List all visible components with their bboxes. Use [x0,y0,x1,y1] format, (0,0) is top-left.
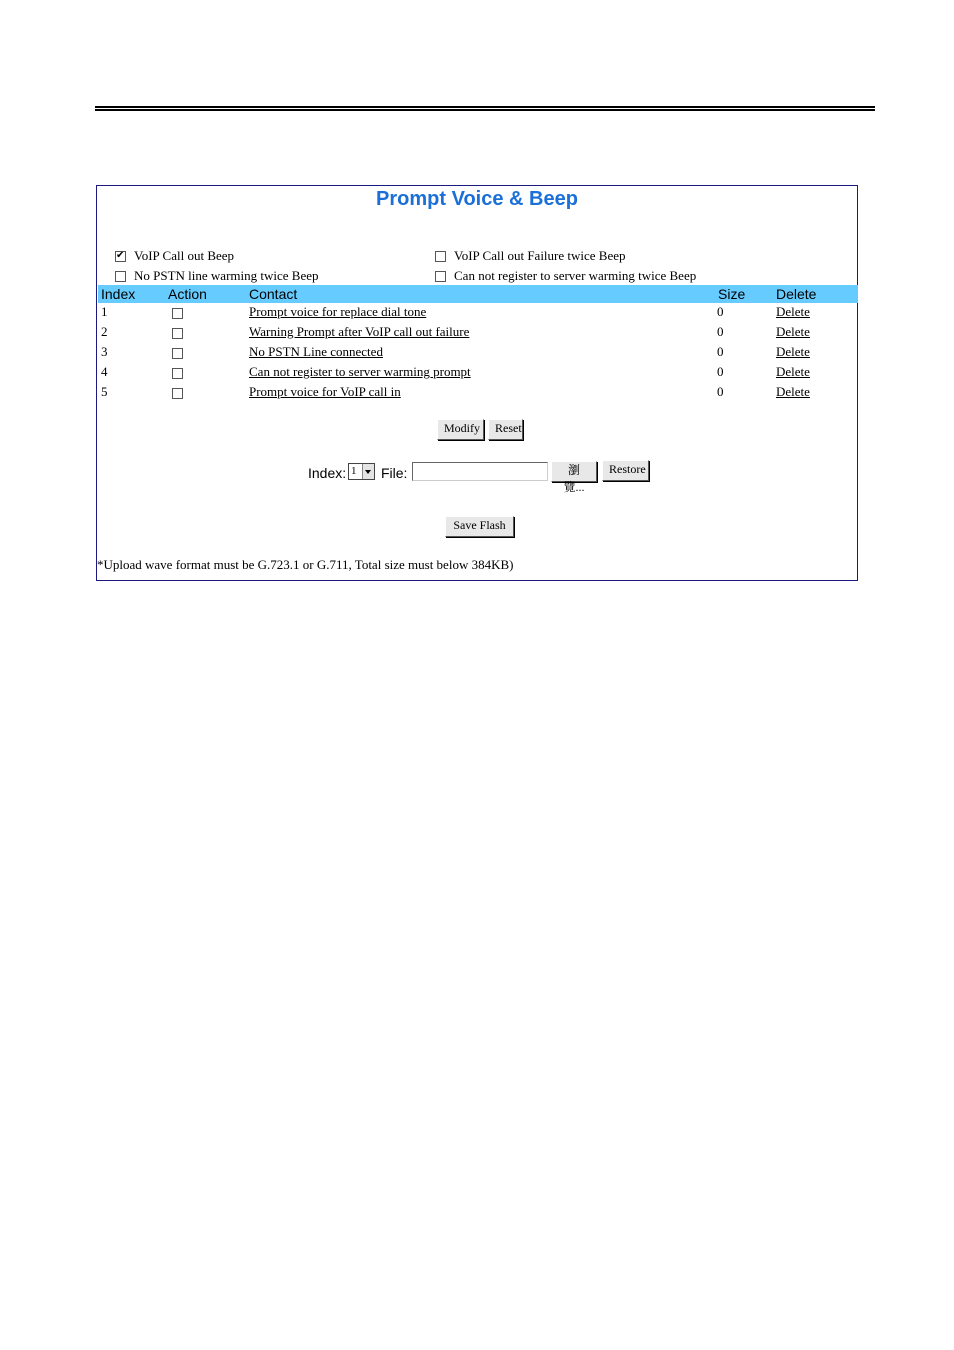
row-size: 0 [717,384,724,399]
browse-button[interactable]: 瀏覽... [551,461,597,482]
contact-link[interactable]: Can not register to server warming prompt [249,364,471,379]
delete-link[interactable]: Delete [776,364,810,379]
row-action-checkbox-icon[interactable] [172,308,183,319]
upload-format-note: *Upload wave format must be G.723.1 or G.711, Total size must below 384KB) [97,557,514,572]
index-select-value: 1 [351,465,357,477]
index-select[interactable] [348,463,375,480]
header-index: Index [101,286,136,302]
delete-link[interactable]: Delete [776,344,810,359]
row-size: 0 [717,324,724,339]
delete-link[interactable]: Delete [776,304,810,319]
row-size: 0 [717,304,724,319]
prompt-voice-panel [96,185,858,581]
header-contact: Contact [249,286,298,302]
header-action: Action [168,286,207,302]
row-action-checkbox-icon[interactable] [172,388,183,399]
delete-link[interactable]: Delete [776,384,810,399]
checkbox-icon[interactable] [115,271,126,282]
option-no-pstn-warming-beep[interactable] [115,268,319,284]
row-index: 3 [101,344,108,359]
checkbox-icon[interactable] [435,271,446,282]
file-input[interactable] [412,462,548,481]
table-row [98,344,858,364]
option-voip-call-out-failure-beep[interactable] [435,248,626,264]
modify-button[interactable]: Modify [437,419,484,440]
option-voip-call-out-beep[interactable] [115,248,234,264]
checkbox-checked-icon[interactable] [115,251,126,262]
table-row [98,324,858,344]
row-index: 1 [101,304,108,319]
header-delete: Delete [776,286,817,302]
restore-button[interactable]: Restore [602,460,649,481]
table-row [98,364,858,384]
reset-button[interactable]: Reset [488,419,523,440]
contact-link[interactable]: Prompt voice for VoIP call in [249,384,401,399]
delete-link[interactable]: Delete [776,324,810,339]
header-size: Size [718,286,746,302]
table-row [98,304,858,324]
row-action-checkbox-icon[interactable] [172,348,183,359]
index-label: Index: [308,465,347,481]
row-action-checkbox-icon[interactable] [172,368,183,379]
option-label: Can not register to server warming twice Beep [454,268,697,283]
row-index: 2 [101,324,108,339]
row-action-checkbox-icon[interactable] [172,328,183,339]
table-row [98,384,858,404]
contact-link[interactable]: Warning Prompt after VoIP call out failure [249,324,470,339]
row-index: 4 [101,364,108,379]
checkbox-icon[interactable] [435,251,446,262]
option-register-fail-warming-beep[interactable] [435,268,696,284]
row-size: 0 [717,344,724,359]
table-header [98,285,858,303]
file-label: File: [381,465,408,481]
chevron-down-icon[interactable] [362,464,374,479]
row-size: 0 [717,364,724,379]
page-title: Prompt Voice & Beep [376,188,578,210]
page-header-rule [95,106,875,111]
save-flash-button[interactable]: Save Flash [445,516,514,537]
contact-link[interactable]: Prompt voice for replace dial tone [249,304,427,319]
option-label: VoIP Call out Beep [134,248,235,263]
option-label: No PSTN line warming twice Beep [134,268,319,283]
option-label: VoIP Call out Failure twice Beep [454,248,626,263]
contact-link[interactable]: No PSTN Line connected [249,344,383,359]
row-index: 5 [101,384,108,399]
